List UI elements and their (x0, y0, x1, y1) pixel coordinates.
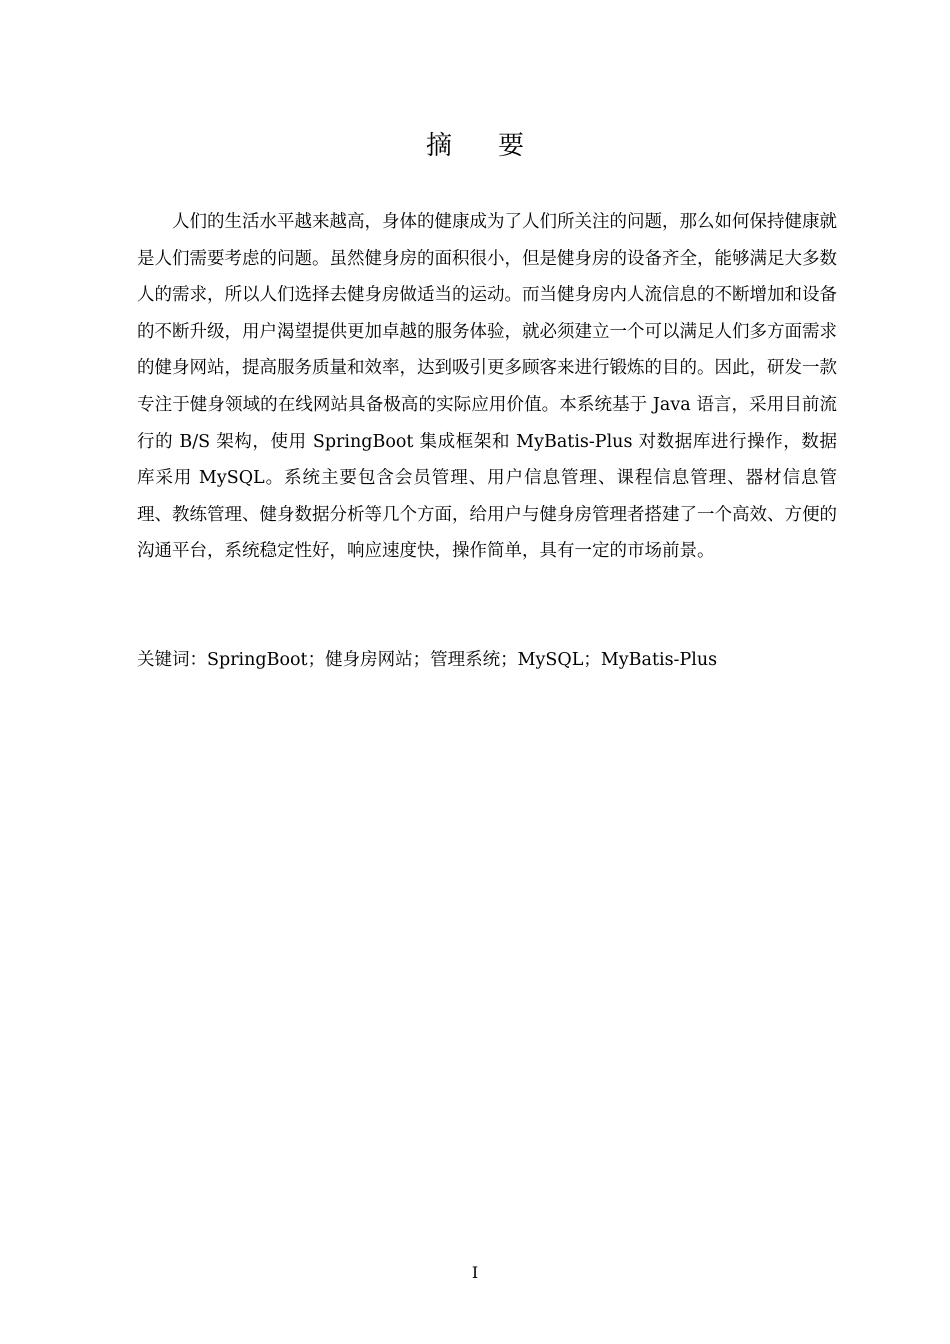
page-title: 摘要 (425, 131, 570, 161)
abstract-paragraph: 人们的生活水平越来越高，身体的健康成为了人们所关注的问题，那么如何保持健康就是人们需要考虑的问题。虽然健身房的面积很小，但是健身房的设备齐全，能够满足大多数人的需求，所以人们选择去健身房做适当的运动。而当健身房内人流信息的不断增加和设备的不断升级，用户渴望提供更加卓越的服务体验，就必须建立一个可以满足人们多方面需求的健身网站，提高服务质量和效率，达到吸引更多顾客来进行锻炼的目的。因此，研发一款专注于健身领域的在线网站具备极高的实际应用价值。本系统基于 Java 语言，采用目前流行的 B/S 架构，使用 SpringBoot 集成框架和 MyBatis-Plus 对数据库进行操作，数据库采用 MySQL。系统主要包含会员管理、用户信息管理、课程信息管理、器材信息管理、教练管理、健身数据分析等几个方面，给用户与健身房管理者搭建了一个高效、方便的沟通平台，系统稳定性好，响应速度快，操作简单，具有一定的市场前景。 (137, 212, 837, 562)
keywords-line (137, 644, 837, 676)
page-number: I (471, 1263, 479, 1282)
keywords-list: SpringBoot；健身房网站；管理系统；MySQL；MyBatis-Plus (207, 650, 718, 670)
keywords-label: 关键词： (137, 650, 207, 670)
